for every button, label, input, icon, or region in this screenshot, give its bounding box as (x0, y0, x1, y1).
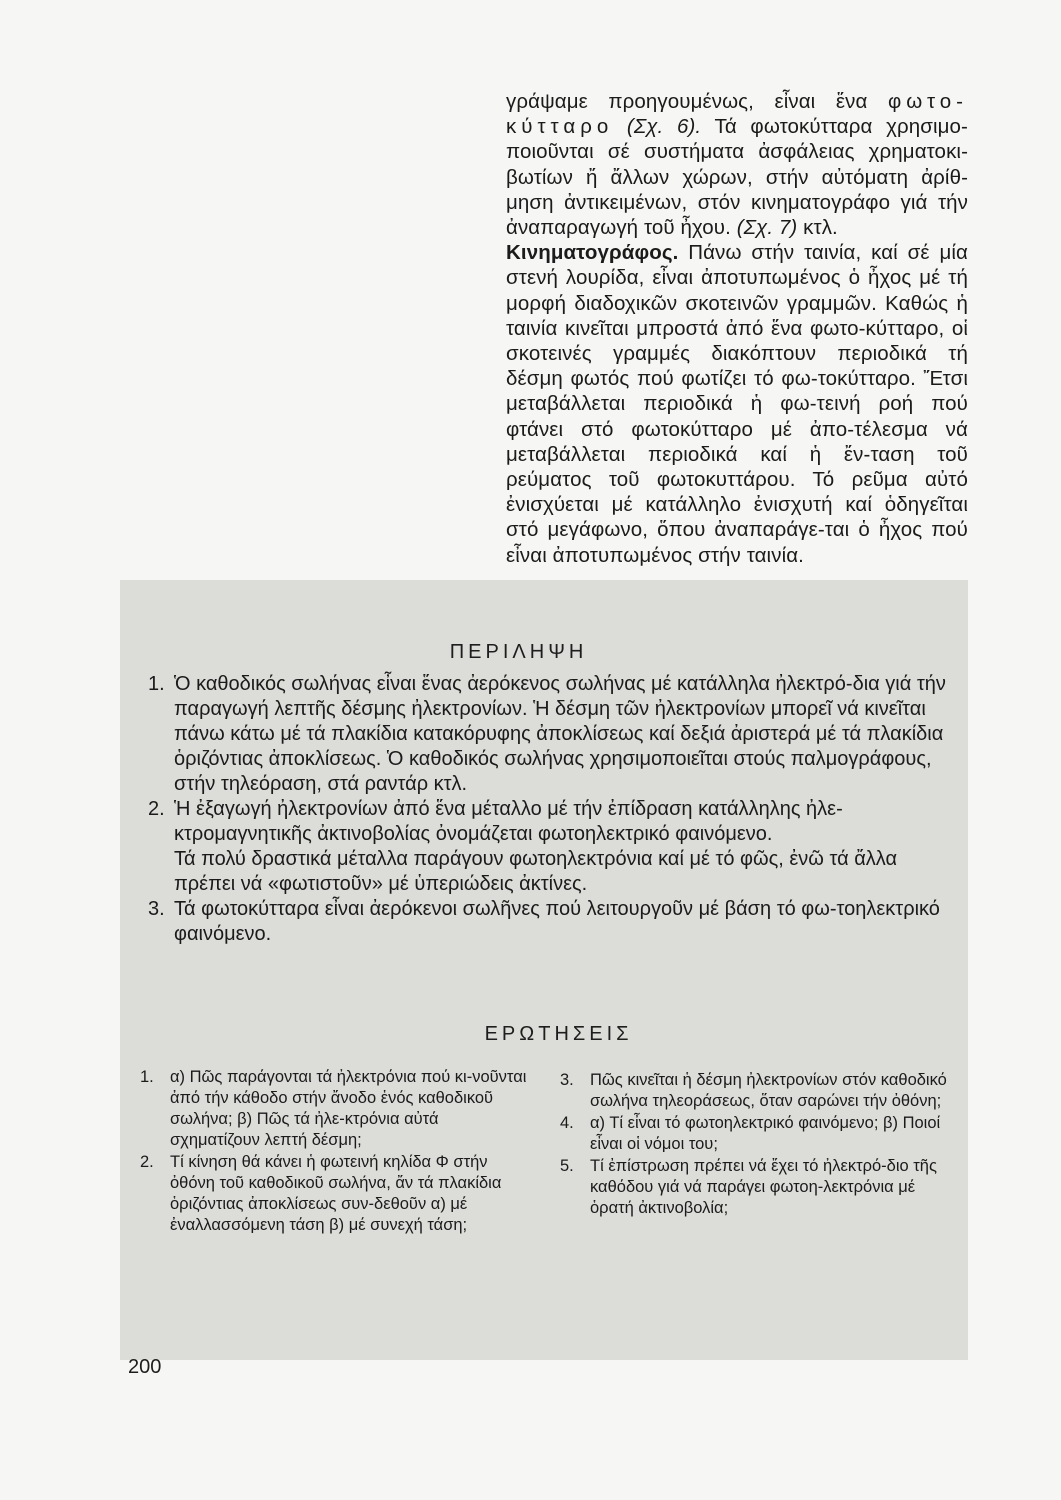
figure-ref-7: (Σχ. 7) (736, 216, 798, 240)
summary-item-text: Ὁ καθοδικός σωλήνας εἶναι ἕνας ἀερόκενος σωλήνας μέ κατάλληλα ἠλεκτρό-δια γιά τήν παραγωγή λεπτῆς δέσμης ἠλεκτρονίων. Ἡ δέσμη τῶν ἠλεκτρονίων μπορεῖ νά κινεῖται πάνω κάτω μέ τά πλακίδια κατακόρυφης ἀποκλίσεως καί δεξιά ἀριστερά μέ τά πλακίδια ὁριζόντιας ἀποκλίσεως. Ὁ καθοδικός σωλήνας χρησιμοποιεῖται στούς παλμογράφους, στήν τηλεόραση, στά ραντάρ κτλ. (174, 673, 946, 795)
question-text: Πῶς κινεῖται ἡ δέσμη ἠλεκτρονίων στόν καθοδικό σωλήνα τηλεοράσεως, ὅταν σαρώνει τήν ὀθόνη; (590, 1071, 947, 1110)
summary-item-text: Ἡ ἐξαγωγή ἠλεκτρονίων ἀπό ἕνα μέταλλο μέ τήν ἐπίδραση κατάλληλης ἠλε-κτρομαγνητικῆς ἀκτινοβολίας ὀνομάζεται φωτοηλεκτρικό φαινόμενο. (174, 798, 843, 845)
summary-item-number: 2. (148, 798, 165, 820)
page-number: 200 (128, 1356, 162, 1378)
summary-item-1 (140, 672, 960, 797)
question-item-5 (560, 1156, 954, 1219)
cinema-heading: Κινηματογράφος. (506, 241, 679, 265)
figure-ref-6: (Σχ. 6). (626, 115, 702, 139)
questions-left-column (140, 1067, 532, 1237)
body-text-column (506, 89, 968, 568)
summary-questions-box (120, 580, 968, 1360)
summary-list (140, 672, 960, 947)
questions-right-column (560, 1070, 954, 1220)
line1-text: γράψαμε προηγουμένως, εἶναι ἕνα (506, 90, 868, 113)
question-number: 3. (560, 1071, 574, 1089)
question-number: 4. (560, 1114, 574, 1132)
question-item-1 (140, 1067, 532, 1151)
body-paragraph-cinema (506, 240, 968, 568)
summary-item-number: 3. (148, 898, 165, 920)
line1-spaced-term: φωτο- (887, 90, 968, 113)
question-text: Τί κίνηση θά κάνει ἡ φωτεινή κηλίδα Φ στήν ὀθόνη τοῦ καθοδικοῦ σωλήνα, ἄν τά πλακίδια ὁριζόντιας ἀποκλίσεως συν-δεθοῦν α) μέ ἐναλλασσόμενη τάση β) μέ συνεχή τάση; (170, 1153, 502, 1234)
bleed-through-left (20, 90, 250, 560)
summary-item-2 (140, 797, 960, 897)
line2-rest: Τά φωτοκύτταρα χρησιμο- (714, 115, 968, 139)
body1-end: κτλ. (803, 216, 838, 240)
summary-item-text: Τά φωτοκύτταρα εἶναι ἀερόκενοι σωλῆνες πού λειτουργοῦν μέ βάση τό φω-τοηλεκτρικό φαινόμενο. (174, 898, 940, 945)
cinema-text: Πάνω στήν ταινία, καί σέ μία στενή λουρίδα, εἶναι ἀποτυπωμένος ὁ ἦχος μέ τή μορφή διαδοχικῶν σκοτεινῶν γραμμῶν. Καθώς ἡ ταινία κινεῖται μπροστά ἀπό ἕνα φωτο-κύτταρο, οἱ σκοτεινές γραμμές διακόπτουν περιοδικά τή δέσμη φωτός πού φωτίζει τό φω-τοκύτταρο. Ἔτσι μεταβάλλεται περιοδικά ἡ φω-τεινή ροή πού φτάνει στό φωτοκύτταρο μέ ἀπο-τέλεσμα νά μεταβάλλεται περιοδικά καί ἡ ἔν-ταση τοῦ ρεύματος τοῦ φωτοκυττάρου. Τό ρεῦμα αὐτό ἐνισχύεται μέ κατάλληλο ἐνισχυτή καί ὁδηγεῖται στό μεγάφωνο, ὅπου ἀναπαράγε-ται ὁ ἦχος πού εἶναι ἀποτυπωμένος στήν ταινία. (506, 241, 969, 567)
question-text: Τί ἐπίστρωση πρέπει νά ἔχει τό ἠλεκτρό-διο τῆς καθόδου γιά νά παράγει φωτοη-λεκτρόνια μέ ὁρατή ἀκτινοβολία; (590, 1157, 937, 1217)
line2-spaced-term: κύτταρο (506, 115, 614, 139)
questions-title: ΕΡΩΤΗΣΕΙΣ (484, 1023, 633, 1045)
question-number: 1. (140, 1068, 154, 1086)
question-number: 5. (560, 1157, 574, 1175)
summary-item-text-continued: Τά πολύ δραστικά μέταλλα παράγουν φωτοηλεκτρόνια καί μέ τό φῶς, ἐνῶ τά ἄλλα πρέπει νά «φωτιστοῦν» μέ ὑπεριώδεις ἀκτίνες. (174, 848, 898, 895)
summary-title: ΠΕΡΙΛΗΨΗ (449, 641, 588, 663)
body1-text: ποιοῦνται σέ συστήματα ἀσφάλειας χρηματοκι-βωτίων ἤ ἄλλων χώρων, στήν αὐτόματη ἀρίθ-μηση ἀντικειμένων, στόν κινηματογράφο γιά τήν ἀναπαραγωγή τοῦ ἦχου. (506, 140, 968, 240)
summary-item-number: 1. (148, 673, 165, 695)
question-item-3 (560, 1070, 954, 1112)
question-number: 2. (140, 1153, 154, 1171)
question-text: α) Τί εἶναι τό φωτοηλεκτρικό φαινόμενο; β) Ποιοί εἶναι οἱ νόμοι του; (590, 1114, 941, 1153)
summary-item-3 (140, 897, 960, 947)
body-paragraph-photocell (506, 89, 968, 240)
question-item-4 (560, 1113, 954, 1155)
question-text: α) Πῶς παράγονται τά ἠλεκτρόνια πού κι-νοῦνται ἀπό τήν κάθοδο στήν ἄνοδο ἑνός καθοδικοῦ σωλήνα; β) Πῶς τά ἠλε-κτρόνια αὐτά σχηματίζουν λεπτή δέσμη; (170, 1068, 527, 1149)
question-item-2 (140, 1152, 532, 1236)
